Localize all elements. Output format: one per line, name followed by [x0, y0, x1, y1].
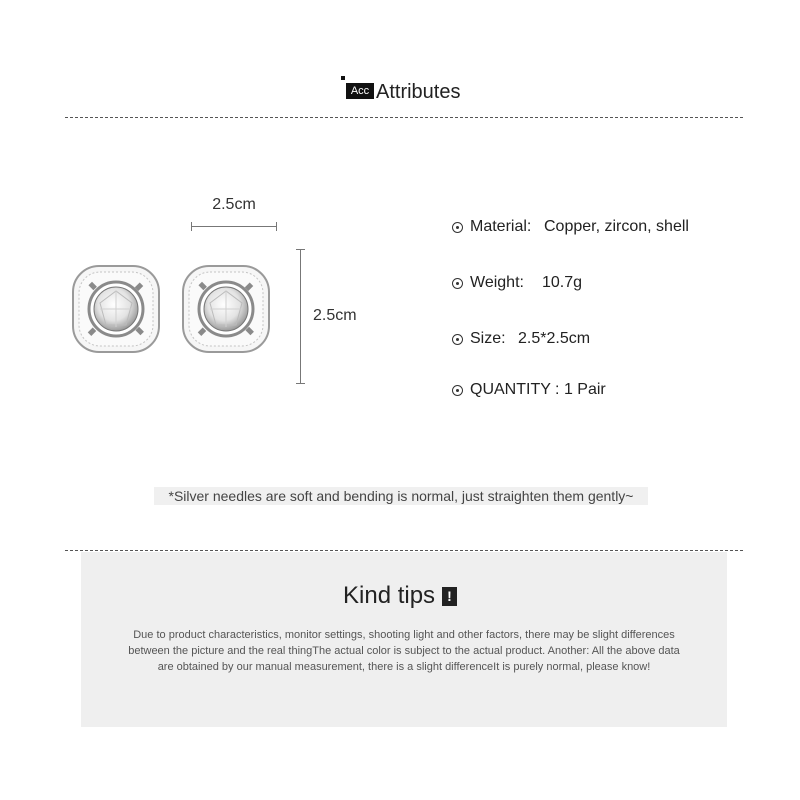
bullet-icon	[452, 278, 463, 289]
earring-image-right	[180, 263, 272, 355]
section-title: Attributes	[376, 81, 461, 103]
bullet-icon	[452, 334, 463, 345]
width-dimension-cap-left	[191, 222, 192, 231]
width-dimension-label: 2.5cm	[212, 196, 256, 213]
earring-image-left	[70, 263, 162, 355]
width-dimension-line	[191, 226, 277, 227]
header-dot	[341, 76, 345, 80]
divider-middle	[65, 550, 743, 551]
bullet-icon	[452, 385, 463, 396]
spec-label: Material:	[470, 218, 532, 235]
spec-value: Copper, zircon, shell	[544, 218, 689, 235]
kind-tips-text: Due to product characteristics, monitor settings, shooting light and other factors, there may be slight differences between the picture and the real thingThe actual color is subject to the actual product. Another: All the above data are obtained by our manual measurement, there is a slight differenceIt is purely normal, please know!	[128, 629, 680, 673]
spec-label: Size:	[470, 330, 506, 347]
height-dimension-label: 2.5cm	[313, 307, 357, 324]
spec-value: 10.7g	[542, 274, 583, 291]
care-note: *Silver needles are soft and bending is normal, just straighten them gently~	[154, 487, 648, 505]
spec-label: Weight:	[470, 274, 524, 291]
kind-tips-title: Kind tips	[343, 582, 436, 609]
bullet-icon	[452, 222, 463, 233]
width-dimension-cap-right	[276, 222, 277, 231]
spec-value: 2.5*2.5cm	[518, 330, 591, 347]
height-dimension-cap-bottom	[296, 383, 305, 384]
exclamation-icon: !	[442, 587, 457, 606]
divider-top	[65, 117, 743, 118]
height-dimension-line	[300, 249, 301, 383]
section-header	[0, 76, 800, 106]
kind-tips-panel	[81, 552, 727, 727]
height-dimension-cap-top	[296, 249, 305, 250]
spec-label: QUANTITY : 1 Pair	[470, 381, 606, 398]
header-badge: Acc	[346, 83, 374, 99]
